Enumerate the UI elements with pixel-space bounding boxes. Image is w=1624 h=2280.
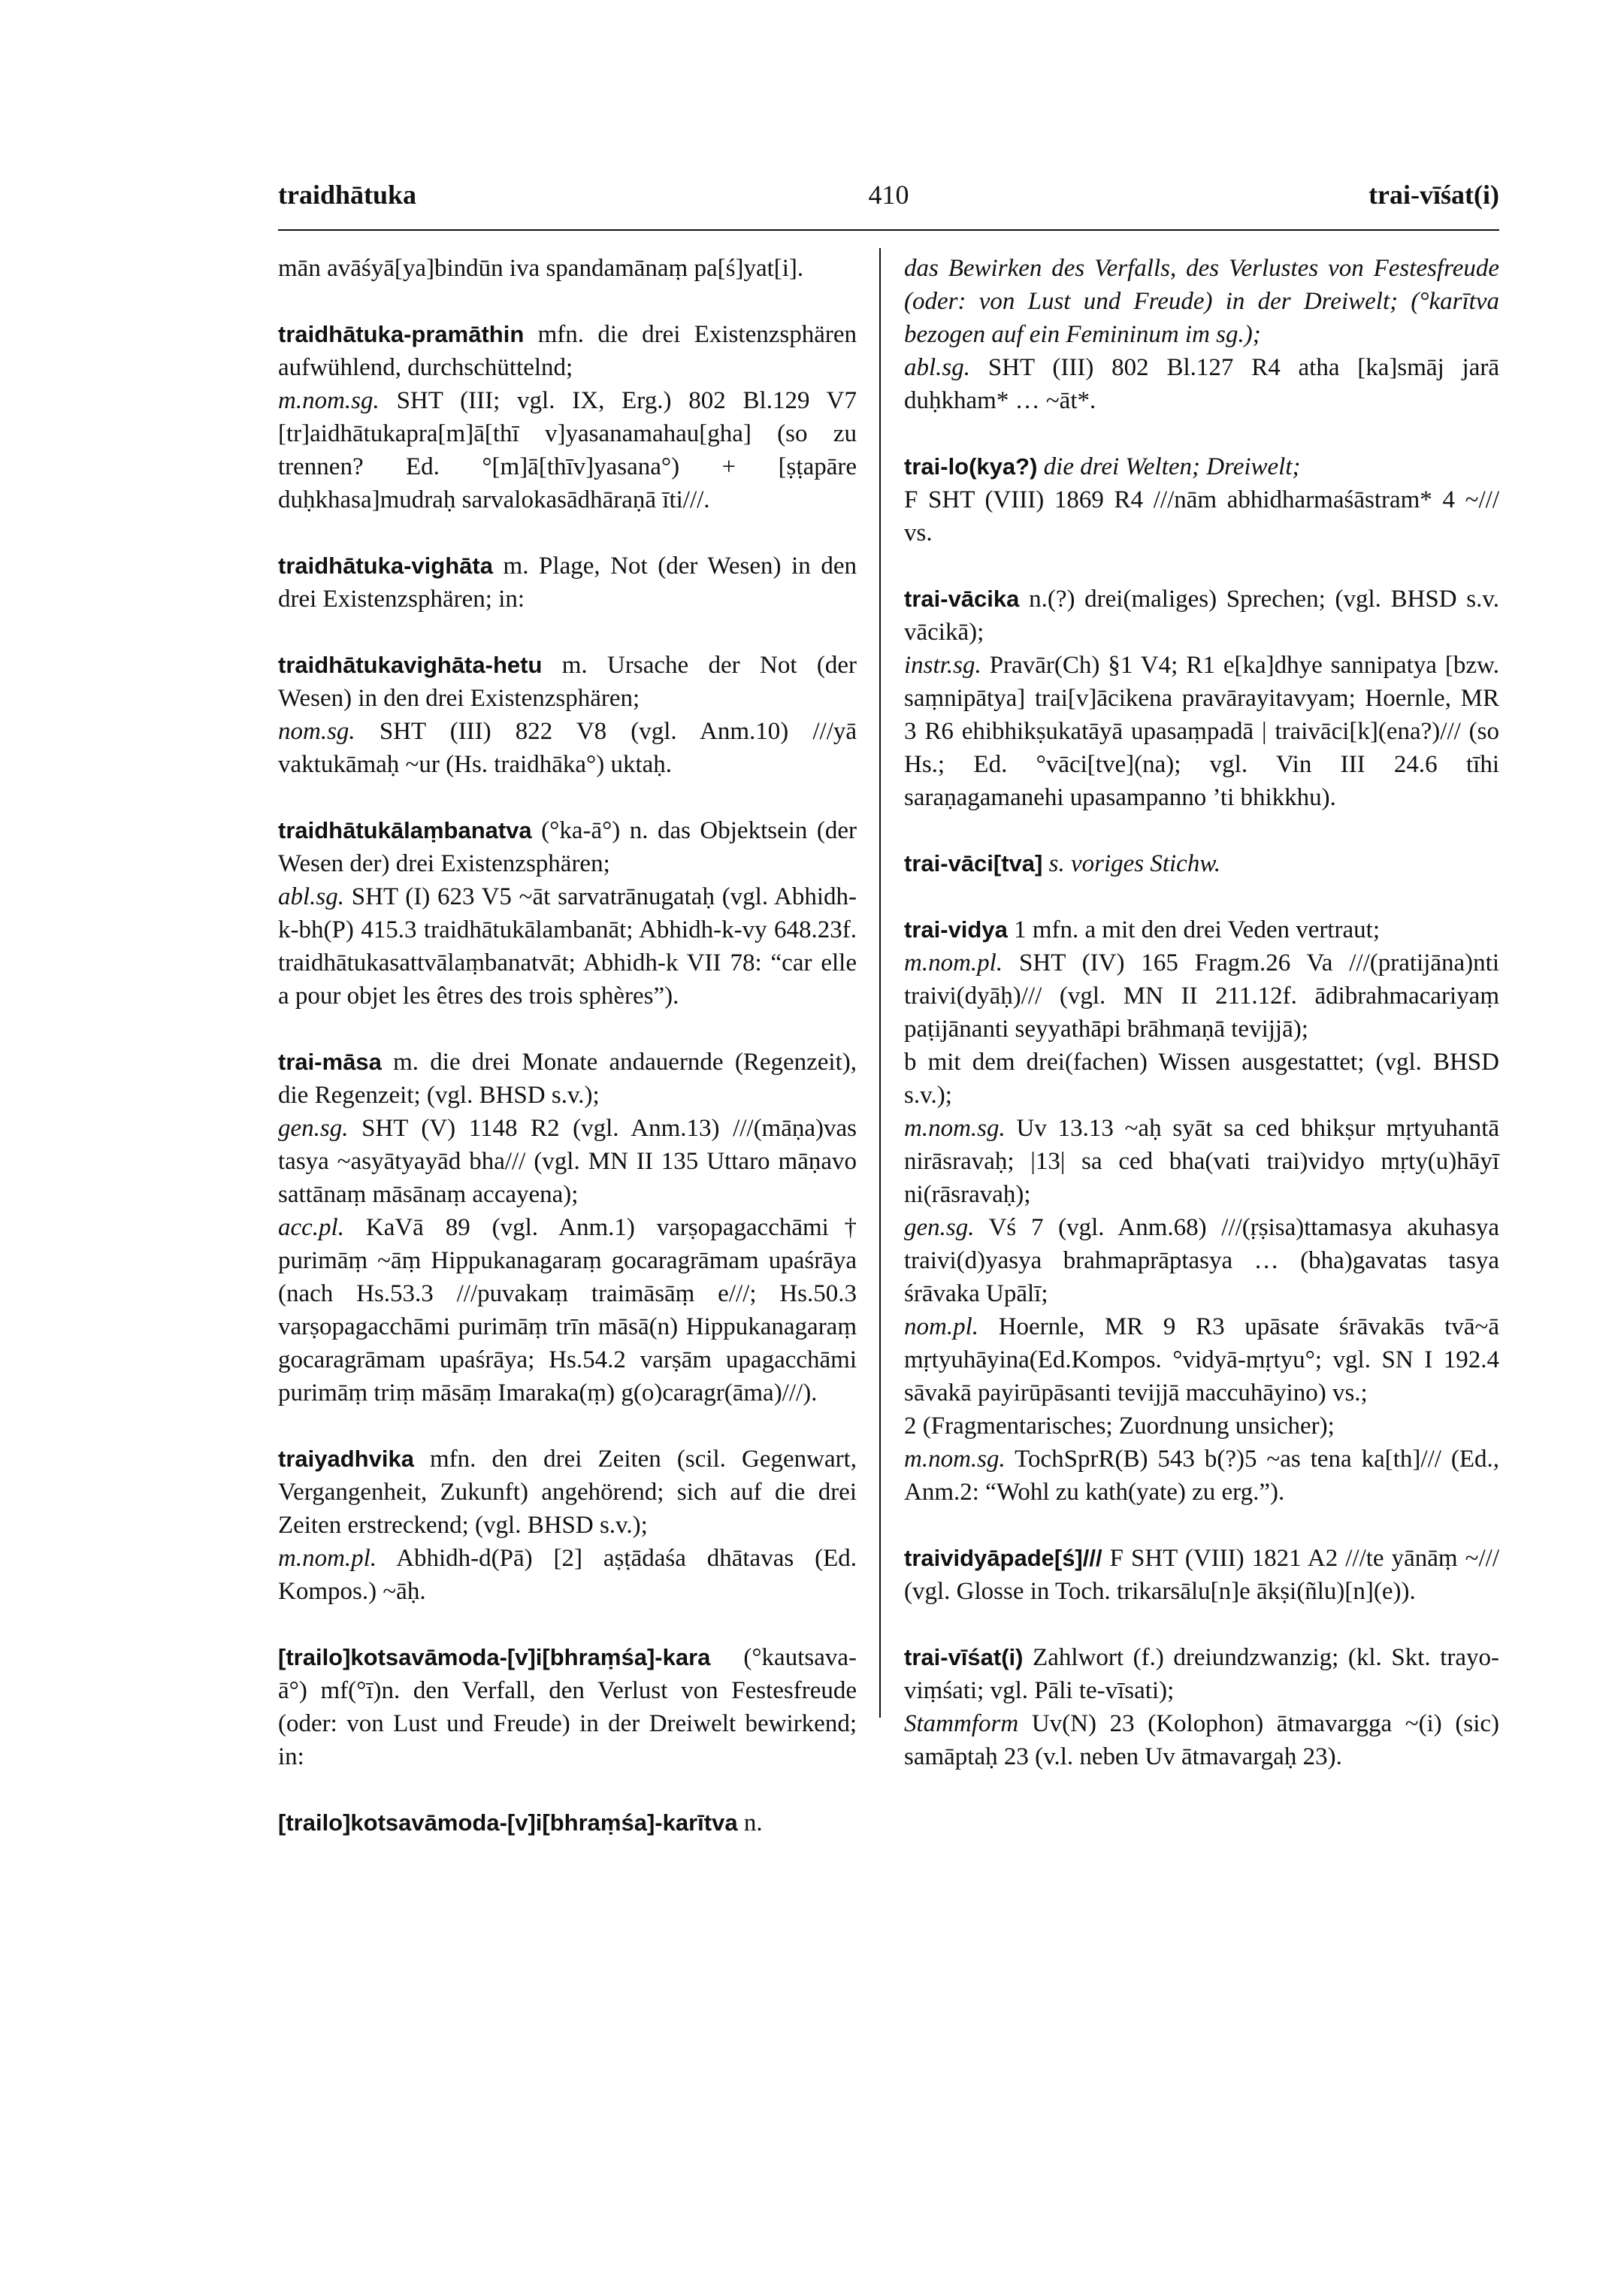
definition: (°ka-ā°) n. das Objektsein (der Wesen der) drei Existenzsphären; [278, 817, 857, 877]
entry [278, 649, 857, 781]
sense-definition: 2 (Fragmentarisches; Zuordnung unsicher); [904, 1413, 1335, 1440]
grammar-tag: m.nom.pl. [904, 949, 1003, 976]
entry [904, 1542, 1499, 1608]
entry [904, 1641, 1499, 1773]
headword: trai-vācika [904, 586, 1020, 612]
header-rule [278, 229, 1499, 231]
grammar-tag: m.nom.sg. [278, 387, 380, 414]
definition: n. [743, 1809, 763, 1836]
headword: [trailo]kotsavāmoda-[v]i[bhraṃśa]-karītva [278, 1809, 738, 1836]
grammar-tag: m.nom.pl. [278, 1545, 377, 1572]
citation: Hoernle, MR 9 R3 upāsate śrāvakās tvā~ā mṛtyuhāyina(Ed.Kompos. °vidyā-mṛtyu°; vgl. SN I 192.4 sāvakā payirūpāsanti tevijjā maccuhāyino) vs.; [904, 1313, 1500, 1406]
entry-continuation [278, 252, 857, 285]
citation: SHT (V) 1148 R2 (vgl. Anm.13) ///(māṇa)vas tasya ~asyātyayād bha/// (vgl. MN II 135 Uttaro māṇavo sattānaṃ māsānaṃ accayena); [278, 1115, 857, 1208]
definition: n.(?) drei(maliges) Sprechen; (vgl. BHSD s.v. vācikā); [904, 586, 1499, 646]
grammar-tag: abl.sg. [904, 354, 971, 381]
right-column [904, 252, 1499, 1806]
grammar-tag: m.nom.sg. [904, 1446, 1006, 1473]
citation: SHT (III) 822 V8 (vgl. Anm.10) ///yā vaktukāmaḥ ~ur (Hs. traidhāka°) uktaḥ. [278, 718, 857, 778]
entry-text: mān avāśyā[ya]bindūn iva spandamānaṃ pa[ś]yat[i]. [278, 255, 804, 282]
headword: traiyadhvika [278, 1446, 414, 1472]
entry [904, 450, 1499, 550]
definition: das Bewirken des Verfalls, des Verlustes von Festesfreude (oder: von Lust und Freude) in der Dreiwelt; (°karītva bezogen auf ein Femininum im sg.); [904, 255, 1499, 348]
definition: F SHT (VIII) 1821 A2 ///te yānāṃ ~/// (vgl. Glosse in Toch. trikarsālu[n]e ākṣi(ñlu)[n](e)). [904, 1545, 1499, 1605]
grammar-tag: abl.sg. [278, 883, 345, 910]
definition: m. die drei Monate andauernde (Regenzeit), die Regenzeit; (vgl. BHSD s.v.); [278, 1049, 857, 1109]
citation: Vś 7 (vgl. Anm.68) ///(ṛṣisa)ttamasya akuhasya traivi(d)yasya brahmaprāptasya … (bha)gavatas tasya śrāvaka Upālī; [904, 1214, 1500, 1307]
headword: traidhātuka-pramāthin [278, 321, 525, 347]
definition: m. Plage, Not (der Wesen) in den drei Existenzsphären; in: [278, 553, 857, 613]
running-head-left: traidhātuka [278, 180, 417, 210]
entry [278, 1641, 857, 1773]
citation: Uv(N) 23 (Kolophon) ātmavargga ~(i) (sic) samāptaḥ 23 (v.l. neben Uv ātmavargaḥ 23). [904, 1710, 1499, 1770]
headword: traividyāpade[ś]/// [904, 1545, 1102, 1571]
grammar-tag: gen.sg. [278, 1115, 349, 1142]
citation: F SHT (VIII) 1869 R4 ///nām abhidharmaśāstram* 4 ~/// vs. [904, 486, 1499, 547]
grammar-tag: nom.pl. [904, 1313, 978, 1340]
citation: KaVā 89 (vgl. Anm.1) varṣopagacchāmi† purimāṃ ~āṃ Hippukanagaraṃ gocaragrāmam upaśrāya (nach Hs.53.3 ///puvakaṃ traimāsāṃ e///; Hs.50.3 varṣopagacchāmi purimāṃ trīn māsā(n) Hippukanagaraṃ gocaragrāmam upaśrāya; Hs.54.2 varṣām upagacchāmi purimāṃ triṃ māsāṃ Imaraka(ṃ) g(o)caragr(āma)///). [278, 1214, 857, 1406]
sense-definition: b mit dem drei(fachen) Wissen ausgestattet; (vgl. BHSD s.v.); [904, 1049, 1499, 1109]
running-head [278, 179, 1499, 224]
entry [904, 847, 1499, 880]
definition: m. Ursache der Not (der Wesen) in den drei Existenzsphären; [278, 652, 857, 712]
definition: s. voriges Stichw. [1048, 850, 1221, 877]
grammar-tag: m.nom.sg. [904, 1115, 1006, 1142]
definition: mfn. den drei Zeiten (scil. Gegenwart, Vergangenheit, Zukunft) angehörend; sich auf die drei Zeiten erstreckend; (vgl. BHSD s.v.); [278, 1446, 857, 1539]
entry [278, 1046, 857, 1409]
headword: [trailo]kotsavāmoda-[v]i[bhraṃśa]-kara [278, 1644, 711, 1670]
left-column [278, 252, 857, 1873]
citation: TochSprR(B) 543 b(?)5 ~as tena ka[th]/// (Ed., Anm.2: “Wohl zu kath(yate) zu erg.”). [904, 1446, 1499, 1506]
entry [904, 913, 1499, 1509]
citation: SHT (I) 623 V5 ~āt sarvatrānugataḥ (vgl. Abhidh-k-bh(P) 415.3 traidhātukālambanāt; Abhidh-k-vy 648.23f. traidhātukasattvālaṃbanatvāt; Abhidh-k VII 78: “car elle a pour objet les êtres des trois sphères”). [278, 883, 857, 1010]
grammar-tag: acc.pl. [278, 1214, 344, 1241]
running-head-right: trai-vīśat(i) [1368, 180, 1499, 210]
headword: trai-vīśat(i) [904, 1644, 1024, 1670]
definition: 1 mfn. a mit den drei Veden vertraut; [1014, 916, 1381, 943]
definition: (°kautsava-ā°) mf(°ī)n. den Verfall, den Verlust von Festesfreude (oder: von Lust und Freude) in der Dreiwelt bewirkend; in: [278, 1644, 857, 1770]
entry [278, 1443, 857, 1608]
definition: mfn. die drei Existenzsphären aufwühlend, durchschüttelnd; [278, 321, 857, 381]
citation: Abhidh-d(Pā) [2] aṣṭādaśa dhātavas (Ed. Kompos.) ~āḥ. [278, 1545, 857, 1605]
headword: trai-vidya [904, 916, 1008, 943]
citation: Uv 13.13 ~aḥ syāt sa ced bhikṣur mṛtyuhantā nirāsravaḥ; |13| sa ced bha(vati trai)vidyo mṛty(u)hāyī ni(rāsravaḥ); [904, 1115, 1500, 1208]
definition: die drei Welten; Dreiwelt; [1043, 453, 1301, 480]
citation: SHT (III; vgl. IX, Erg.) 802 Bl.129 V7 [tr]aidhātukapra[m]ā[thī v]yasanamahau[gha] (so zu trennen? Ed. °[m]ā[thīv]yasana°) + [ṣṭapāre duḥkhasa]mudraḥ sarvalokasādhāraṇā īti///. [278, 387, 857, 513]
page-number: 410 [868, 180, 909, 210]
entry [278, 550, 857, 616]
headword: traidhātuka-vighāta [278, 553, 493, 579]
grammar-tag: nom.sg. [278, 718, 355, 745]
headword: trai-vāci[tva] [904, 850, 1043, 877]
grammar-tag: Stammform [904, 1710, 1019, 1737]
headword: trai-māsa [278, 1049, 382, 1075]
column-divider [879, 248, 881, 1718]
entry-continuation [904, 252, 1499, 417]
entry [278, 318, 857, 516]
definition: Zahlwort (f.) dreiundzwanzig; (kl. Skt. trayo-viṃśati; vgl. Pāli te-vīsati); [904, 1644, 1499, 1704]
headword: traidhātukavighāta-hetu [278, 652, 543, 678]
citation: SHT (III) 802 Bl.127 R4 atha [ka]smāj jarā duḥkham* … ~āt*. [904, 354, 1499, 414]
entry [278, 814, 857, 1013]
headword: trai-lo(kya?) [904, 453, 1038, 480]
headword: traidhātukālaṃbanatva [278, 817, 532, 843]
citation: Pravār(Ch) §1 V4; R1 e[ka]dhye sannipatya [bzw. saṃnipātya] trai[v]ācikena pravārayitavyam; Hoernle, MR 3 R6 ehibhikṣukatāyā upasaṃpadā | traivāci[k](ena?)/// (so Hs.; Ed. °vāci[tve](na); vgl. Vin III 24.6 tīhi saraṇagamanehi upasampanno ’ti bhikkhu). [904, 652, 1500, 811]
grammar-tag: gen.sg. [904, 1214, 975, 1241]
entry [278, 1806, 857, 1839]
grammar-tag: instr.sg. [904, 652, 981, 679]
citation: SHT (IV) 165 Fragm.26 Va ///(pratijāna)nti traivi(dyāḥ)/// (vgl. MN II 211.12f. ādibrahmacariyaṃ paṭijānanti seyyathāpi brāhmaṇā tevijjā); [904, 949, 1500, 1043]
entry [904, 583, 1499, 814]
